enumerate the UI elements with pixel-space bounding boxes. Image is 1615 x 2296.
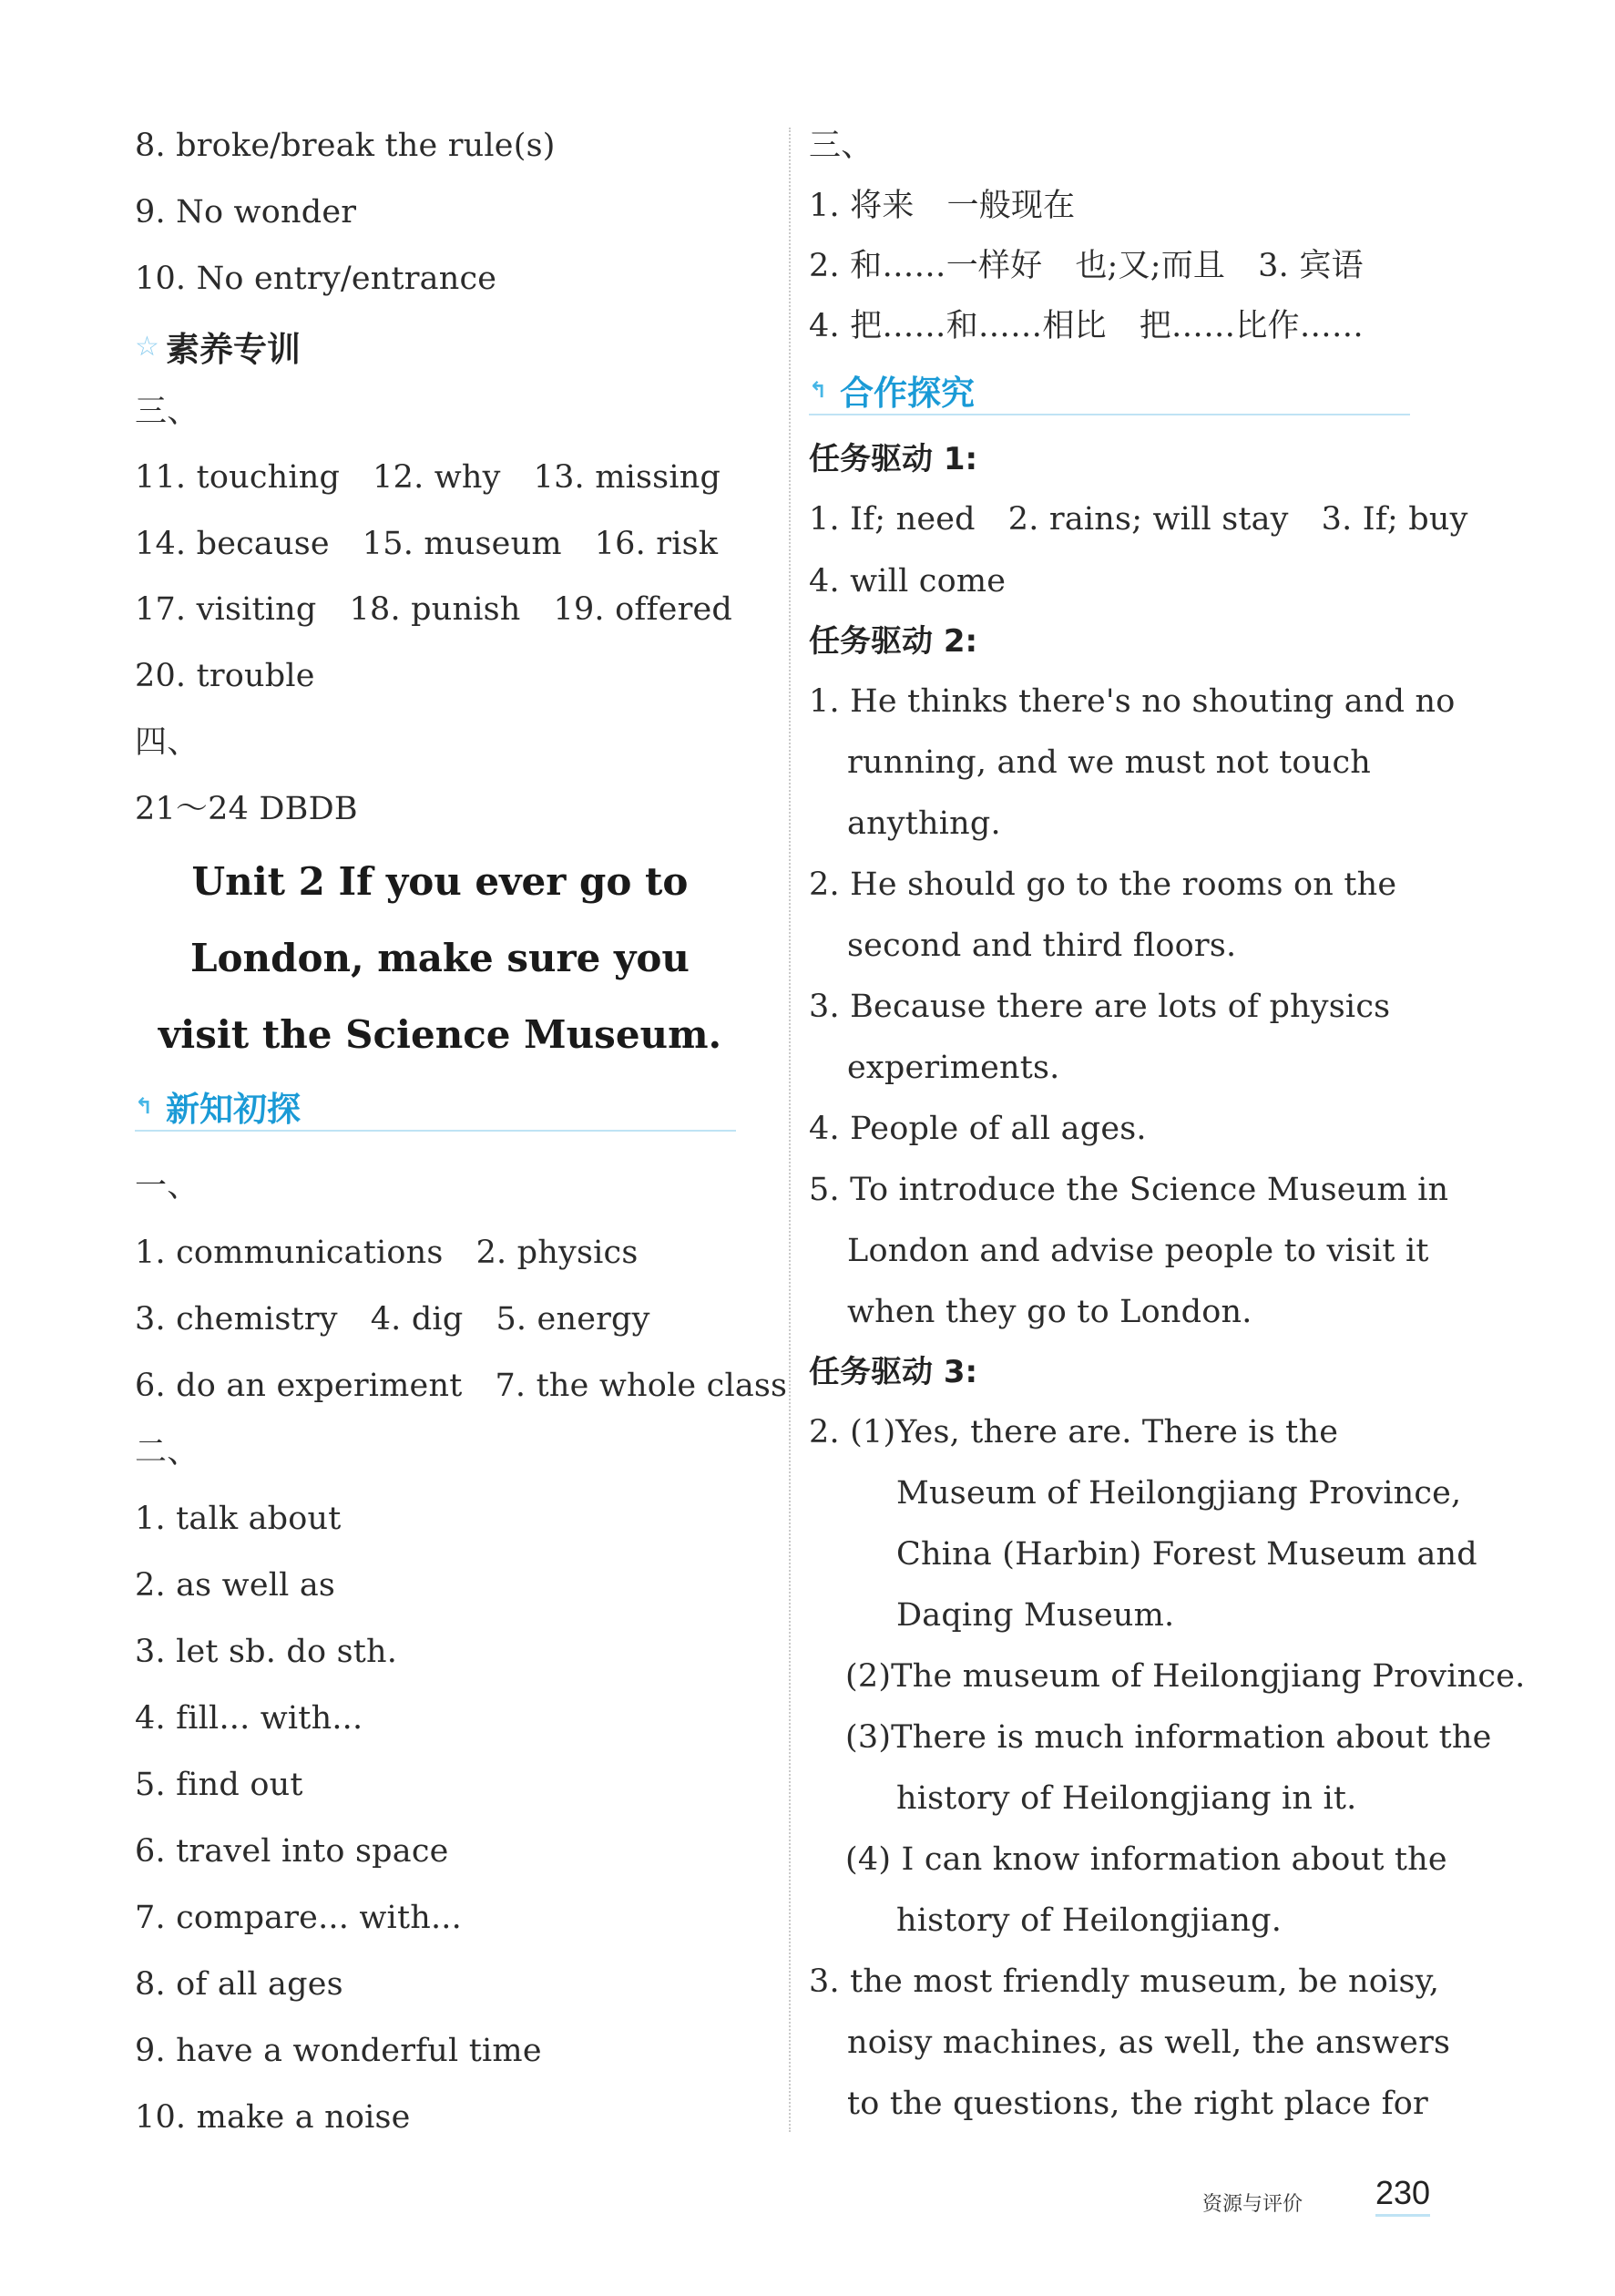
task-2-line-7: experiments. bbox=[847, 1050, 1060, 1086]
answer-er-3: 3. let sb. do sth. bbox=[135, 1634, 398, 1670]
answer-san-4a: 4. 把……和……相比 bbox=[809, 308, 1107, 344]
heading-yi: 一、 bbox=[135, 1168, 199, 1204]
task-2-line-9: 5. To introduce the Science Museum in bbox=[809, 1172, 1449, 1208]
answer-12: 12. why bbox=[373, 459, 501, 496]
task-3-line-8: (4) I can know information about the bbox=[845, 1841, 1447, 1878]
answer-er-5: 5. find out bbox=[135, 1767, 303, 1803]
section-hezuo-label: 合作探究 bbox=[840, 374, 975, 413]
answer-17: 17. visiting bbox=[135, 591, 317, 628]
answer-yi-4: 4. dig bbox=[370, 1301, 464, 1338]
answer-yi-3: 3. chemistry bbox=[135, 1301, 338, 1338]
task-3-line-12: to the questions, the right place for bbox=[847, 2086, 1428, 2122]
task-1-answer-4: 4. will come bbox=[809, 563, 1007, 600]
answer-san-4b: 把……比作…… bbox=[1139, 308, 1365, 344]
answer-san-3: 3. 宾语 bbox=[1258, 248, 1364, 284]
answer-er-7: 7. compare... with... bbox=[135, 1900, 462, 1936]
task-3-line-3: China (Harbin) Forest Museum and bbox=[896, 1536, 1477, 1573]
unit-title-line-3: visit the Science Museum. bbox=[158, 1012, 722, 1057]
bookmark-icon: ↰ bbox=[809, 377, 828, 403]
answer-san-1a: 1. 将来 bbox=[809, 188, 915, 224]
star-icon: ☆ bbox=[135, 330, 159, 363]
task-2-heading: 任务驱动 2: bbox=[809, 623, 978, 660]
section-suyang-label: 素养专训 bbox=[166, 330, 301, 369]
unit-title-line-2: London, make sure you bbox=[190, 936, 690, 980]
task-1-answer-3: 3. If; buy bbox=[1321, 501, 1468, 538]
answer-row bbox=[135, 457, 721, 497]
answer-er-8: 8. of all ages bbox=[135, 1966, 343, 2003]
answer-row bbox=[135, 589, 732, 630]
task-2-line-11: when they go to London. bbox=[847, 1294, 1252, 1330]
answer-yi-6: 6. do an experiment bbox=[135, 1368, 463, 1404]
task-1-answer-1: 1. If; need bbox=[809, 501, 976, 538]
task-3-line-4: Daqing Museum. bbox=[896, 1597, 1175, 1634]
answer-er-1: 1. talk about bbox=[135, 1501, 342, 1537]
answer-18: 18. punish bbox=[349, 591, 521, 628]
task-2-line-8: 4. People of all ages. bbox=[809, 1111, 1147, 1147]
answer-16: 16. risk bbox=[594, 526, 719, 562]
section-hezuo bbox=[809, 366, 1410, 415]
answer-san-2b: 也;又;而且 bbox=[1075, 248, 1226, 284]
answer-row bbox=[135, 1233, 639, 1273]
answer-row bbox=[135, 1299, 650, 1339]
column-divider bbox=[789, 128, 791, 2132]
task-2-line-2: running, and we must not touch bbox=[847, 744, 1371, 781]
task-3-line-2: Museum of Heilongjiang Province, bbox=[896, 1475, 1462, 1512]
answer-row bbox=[809, 306, 1364, 346]
heading-san: 三、 bbox=[135, 394, 199, 430]
answer-yi-1: 1. communications bbox=[135, 1235, 444, 1271]
task-3-line-5: (2)The museum of Heilongjiang Province. bbox=[845, 1658, 1526, 1695]
heading-si: 四、 bbox=[135, 724, 199, 761]
answer-9: 9. No wonder bbox=[135, 194, 357, 231]
task-3-line-6: (3)There is much information about the bbox=[845, 1719, 1492, 1756]
task-3-line-11: noisy machines, as well, the answers bbox=[847, 2024, 1451, 2061]
answer-yi-2: 2. physics bbox=[475, 1235, 639, 1271]
heading-er: 二、 bbox=[135, 1434, 199, 1471]
task-1-heading: 任务驱动 1: bbox=[809, 441, 978, 477]
answer-19: 19. offered bbox=[553, 591, 733, 628]
answer-er-6: 6. travel into space bbox=[135, 1833, 449, 1870]
answer-row bbox=[809, 499, 1468, 539]
answer-21-24: 21～24 DBDB bbox=[135, 791, 358, 827]
task-1-answer-2: 2. rains; will stay bbox=[1007, 501, 1289, 538]
footer-label: 资源与评价 bbox=[1202, 2193, 1303, 2216]
answer-11: 11. touching bbox=[135, 459, 341, 496]
answer-8: 8. broke/break the rule(s) bbox=[135, 128, 556, 164]
answer-row bbox=[135, 1366, 787, 1406]
task-3-line-7: history of Heilongjiang in it. bbox=[896, 1780, 1357, 1817]
task-2-line-6: 3. Because there are lots of physics bbox=[809, 989, 1391, 1025]
answer-13: 13. missing bbox=[533, 459, 721, 496]
heading-san-right: 三、 bbox=[809, 128, 874, 164]
answer-15: 15. museum bbox=[362, 526, 562, 562]
answer-20: 20. trouble bbox=[135, 658, 315, 694]
answer-row bbox=[135, 524, 718, 564]
answer-row bbox=[809, 246, 1364, 286]
answer-10: 10. No entry/entrance bbox=[135, 261, 497, 297]
task-3-line-10: 3. the most friendly museum, be noisy, bbox=[809, 1963, 1440, 2000]
unit-title-line-1: Unit 2 If you ever go to bbox=[191, 859, 689, 904]
answer-yi-7: 7. the whole class bbox=[495, 1368, 788, 1404]
answer-row bbox=[809, 186, 1075, 226]
answer-er-10: 10. make a noise bbox=[135, 2099, 411, 2136]
bookmark-icon: ↰ bbox=[135, 1093, 154, 1119]
task-2-line-1: 1. He thinks there's no shouting and no bbox=[809, 683, 1456, 720]
answer-er-4: 4. fill... with... bbox=[135, 1700, 363, 1737]
answer-san-2a: 2. 和……一样好 bbox=[809, 248, 1043, 284]
task-2-line-10: London and advise people to visit it bbox=[847, 1233, 1429, 1269]
task-3-heading: 任务驱动 3: bbox=[809, 1354, 978, 1390]
section-suyang bbox=[135, 323, 301, 370]
answer-14: 14. because bbox=[135, 526, 330, 562]
task-2-line-4: 2. He should go to the rooms on the bbox=[809, 866, 1397, 903]
task-3-line-1: 2. (1)Yes, there are. There is the bbox=[809, 1414, 1339, 1450]
task-2-line-5: second and third floors. bbox=[847, 928, 1237, 964]
answer-er-9: 9. have a wonderful time bbox=[135, 2033, 542, 2069]
section-xinzhi-label: 新知初探 bbox=[166, 1090, 301, 1129]
page-number: 230 bbox=[1375, 2174, 1430, 2217]
answer-er-2: 2. as well as bbox=[135, 1567, 336, 1604]
task-2-line-3: anything. bbox=[847, 805, 1001, 842]
task-3-line-9: history of Heilongjiang. bbox=[896, 1902, 1283, 1939]
answer-san-1b: 一般现在 bbox=[946, 188, 1076, 224]
section-xinzhi bbox=[135, 1082, 736, 1132]
answer-yi-5: 5. energy bbox=[496, 1301, 650, 1338]
